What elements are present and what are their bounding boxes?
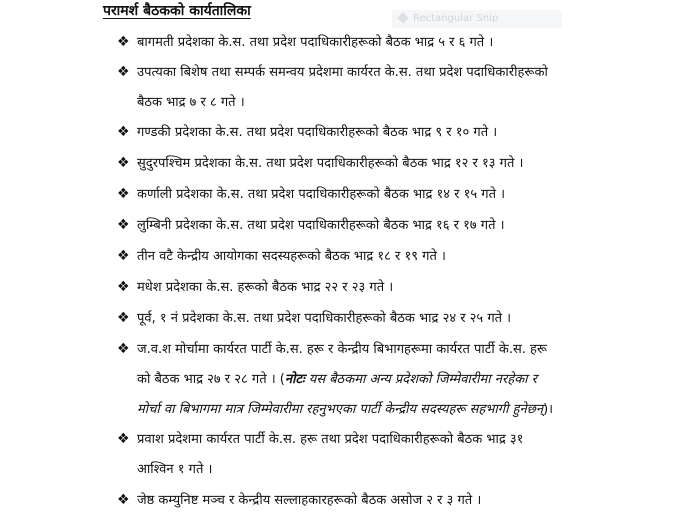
diamond-bullet-icon: ❖ — [117, 310, 130, 326]
item-text: तीन वटै केन्द्रीय आयोगका सदस्यहरूको बैठक भाद्र १८ र १९ गते । — [137, 249, 446, 264]
item-text-line-3 — [137, 400, 553, 419]
diamond-bullet-icon: ❖ — [117, 279, 130, 295]
diamond-bullet-icon: ❖ — [117, 64, 130, 80]
diamond-bullet-icon: ❖ — [117, 248, 130, 264]
item-text: पूर्व, १ नं प्रदेशका के.स. तथा प्रदेश पदाधिकारीहरूको बैठक भाद्र २४ र २५ गते । — [137, 311, 512, 326]
note-label: नोटः — [284, 372, 305, 387]
note-close: )। — [543, 402, 554, 417]
item-text-line-2: बैठक भाद्र ७ र ८ गते । — [137, 95, 245, 110]
item-text: गण्डकी प्रदेशका के.स. तथा प्रदेश पदाधिकारीहरूको बैठक भाद्र ९ र १० गते । — [137, 125, 498, 140]
diamond-bullet-icon: ❖ — [117, 34, 130, 50]
note-text-start: यस बैठकमा अन्य प्रदेशको जिम्मेवारीमा नरहेका र — [304, 372, 537, 387]
rectangular-snip-label: Rectangular Snip — [413, 13, 499, 24]
item-text: जेष्ठ कम्युनिष्ट मञ्च र केन्द्रीय सल्लाहकारहरूको बैठक असोज २ र ३ गते । — [137, 493, 482, 508]
item-text: मधेश प्रदेशका के.स. हरूको बैठक भाद्र २२ र २३ गते । — [137, 280, 394, 295]
diamond-bullet-icon: ❖ — [117, 124, 130, 140]
item-text-line-2 — [137, 370, 537, 389]
page-title: परामर्श बैठकको कार्यतालिका — [103, 3, 251, 19]
item-text-line-1: प्रवाश प्रदेशमा कार्यरत पार्टी के.स. हरू तथा प्रदेश पदाधिकारीहरूको बैठक भाद्र ३१ — [137, 432, 524, 447]
item-text: कर्णाली प्रदेशका के.स. तथा प्रदेश पदाधिकारीहरूको बैठक भाद्र १४ र १५ गते । — [137, 187, 506, 202]
item-text-line-1: ज.व.श मोर्चामा कार्यरत पार्टी के.स. हरू र केन्द्रीय बिभागहरूमा कार्यरत पार्टी के.स. हरू — [137, 342, 548, 357]
item-text-line-2: आश्विन १ गते । — [137, 462, 213, 477]
snip-icon — [397, 12, 408, 23]
item-text-line-1: उपत्यका बिशेष तथा सम्पर्क समन्वय प्रदेशमा कार्यरत के.स. तथा प्रदेश पदाधिकारीहरूको — [137, 65, 548, 80]
item-text: बागमती प्रदेशका के.स. तथा प्रदेश पदाधिकारीहरूको बैठक भाद्र ५ र ६ गते । — [137, 35, 494, 50]
diamond-bullet-icon: ❖ — [117, 155, 130, 171]
diamond-bullet-icon: ❖ — [117, 431, 130, 447]
item-text-plain: को बैठक भाद्र २७ र २८ गते । ( — [137, 372, 285, 387]
item-text: सुदुरपश्चिम प्रदेशका के.स. तथा प्रदेश पदाधिकारीहरूको बैठक भाद्र १२ र १३ गते । — [137, 156, 524, 171]
diamond-bullet-icon: ❖ — [117, 217, 130, 233]
diamond-bullet-icon: ❖ — [117, 341, 130, 357]
note-text-end: मोर्चा वा बिभागमा मात्र जिम्मेवारीमा रहनुभएका पार्टी केन्द्रीय सदस्यहरू सहभागी हुनेछन् — [137, 402, 544, 417]
rectangular-snip-overlay — [392, 10, 562, 28]
diamond-bullet-icon: ❖ — [117, 186, 130, 202]
diamond-bullet-icon: ❖ — [117, 492, 130, 508]
item-text: लुम्बिनी प्रदेशका के.स. तथा प्रदेश पदाधिकारीहरूको बैठक भाद्र १६ र १७ गते । — [137, 218, 505, 233]
